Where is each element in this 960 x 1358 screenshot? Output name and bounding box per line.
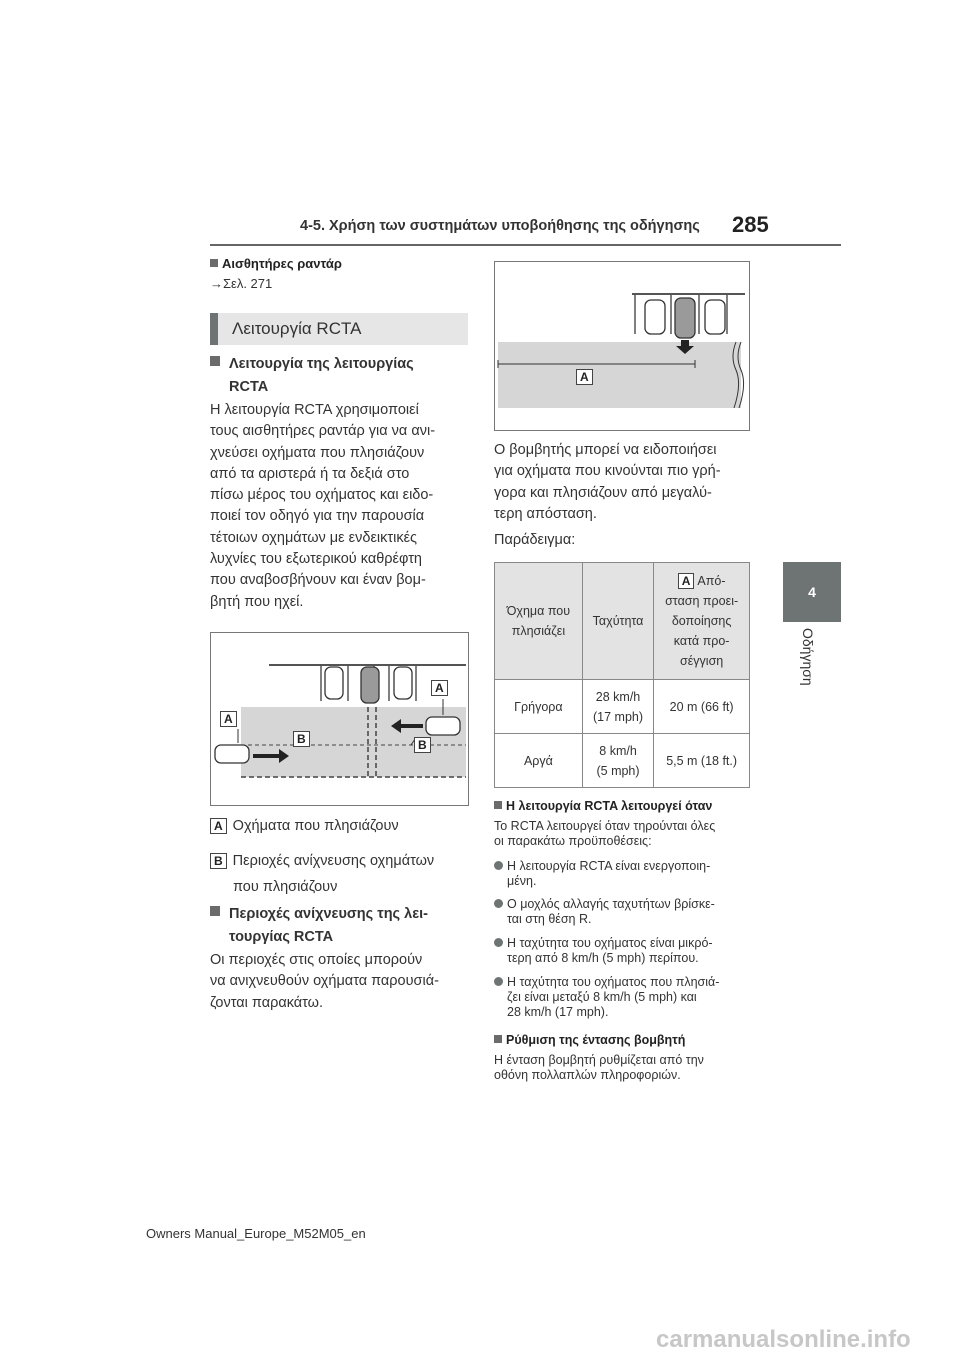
approaching-car-left-icon <box>215 745 249 763</box>
table-header-row <box>495 563 750 680</box>
legend-b: B Περιοχές ανίχνευσης οχημάτων που πλησιάζουν <box>210 851 434 899</box>
approaching-car-right-icon <box>426 717 460 735</box>
square-bullet-icon <box>494 1035 502 1043</box>
legend-a: A Οχήματα που πλησιάζουν <box>210 816 399 837</box>
distance-figure <box>494 261 750 431</box>
table-row <box>495 680 750 734</box>
areas-heading: Περιοχές ανίχνευσης της λει- τουργίας RCTA <box>210 903 428 949</box>
section-heading: Λειτουργία RCTA <box>210 313 468 345</box>
col-header-distance: A Από- σταση προει- δοποίησης κατά προ- σέγγιση <box>654 563 750 680</box>
own-car-icon <box>675 298 695 338</box>
parked-car-icon <box>394 667 412 699</box>
col-header-vehicle: Όχημα που πλησιάζει <box>495 563 583 680</box>
square-bullet-icon <box>210 259 218 267</box>
table-row <box>495 734 750 788</box>
operates-intro: Το RCTA λειτουργεί όταν τηρούνται όλες οι παρακάτω προϋποθέσεις: <box>494 819 716 848</box>
parked-car-icon <box>325 667 343 699</box>
bullet-dot-icon <box>494 861 503 870</box>
example-label: Παράδειγμα: <box>494 532 576 548</box>
function-text: Η λειτουργία RCTA χρησιμοποιεί τους αισθητήρες ραντάρ για να ανι- χνεύσει οχήματα που πλησιάζουν από τα αριστερά ή τα δεξιά στο πίσω μέρος του οχήματος και ειδο- ποιεί τον οδηγό για την παρουσία τέτοιων οχημάτων με ενδεικτικές λυχνίες του εξωτερικού καθρέφτη που αναβοσβήνουν και έναν βομ- βητή που ηχεί. <box>210 402 436 610</box>
table-cell: 28 km/h (17 mph) <box>582 680 653 734</box>
section-title: 4-5. Χρήση των συστημάτων υποβοήθησης της οδήγησης <box>300 218 700 234</box>
figure-label-a: A <box>576 369 593 385</box>
figure-label-a: A <box>220 711 237 727</box>
table-cell: 20 m (66 ft) <box>654 680 750 734</box>
detection-area-diagram <box>211 633 468 805</box>
own-car-icon <box>361 667 379 703</box>
square-bullet-icon <box>210 356 220 366</box>
condition-item: Η ταχύτητα του οχήματος είναι μικρό- τερη από 8 km/h (5 mph) περίπου. <box>494 936 713 966</box>
col-header-speed: Ταχύτητα <box>582 563 653 680</box>
chapter-name: Οδήγηση <box>800 628 816 686</box>
distance-diagram <box>495 262 749 430</box>
figure-label-b: B <box>414 737 431 753</box>
table-cell: 5,5 m (18 ft.) <box>654 734 750 788</box>
legend-label-a: A <box>210 818 227 834</box>
table-cell: 8 km/h (5 mph) <box>582 734 653 788</box>
function-heading: Λειτουργία της λειτουργίας RCTA <box>210 353 414 399</box>
table-label-a: A <box>678 573 695 589</box>
areas-text: Οι περιοχές στις οποίες μπορούν να ανιχνευθούν οχήματα παρουσιά- ζονται παρακάτω. <box>210 952 439 1011</box>
volume-text: Η ένταση βομβητή ρυθμίζεται από την οθόνη πολλαπλών πληροφοριών. <box>494 1053 704 1082</box>
page-number: 285 <box>732 212 769 237</box>
figure-label-a: A <box>431 680 448 696</box>
legend-label-b: B <box>210 853 227 869</box>
operates-heading: Η λειτουργία RCTA λειτουργεί όταν <box>494 799 712 813</box>
condition-item: Η λειτουργία RCTA είναι ενεργοποιη- μένη. <box>494 859 710 889</box>
figure-label-b: B <box>293 731 310 747</box>
volume-heading: Ρύθμιση της έντασης βομβητή <box>494 1033 685 1047</box>
chapter-tab[interactable] <box>783 562 841 622</box>
watermark: carmanualsonline.info <box>656 1326 911 1353</box>
detection-area-figure <box>210 632 469 806</box>
radar-heading: Αισθητήρες ραντάρ <box>210 256 342 271</box>
parked-car-icon <box>705 300 725 334</box>
condition-item: Ο μοχλός αλλαγής ταχυτήτων βρίσκε- ται στη θέση R. <box>494 897 715 927</box>
detection-distance-zone <box>498 342 698 408</box>
square-bullet-icon <box>210 906 220 916</box>
footer-text: Owners Manual_Europe_M52M05_en <box>146 1226 366 1241</box>
side-zone <box>697 342 741 408</box>
bullet-dot-icon <box>494 899 503 908</box>
radar-page-ref[interactable]: →Σελ. 271 <box>210 276 273 291</box>
chapter-number: 4 <box>808 584 816 600</box>
condition-item: Η ταχύτητα του οχήματος που πλησιά- ζει είναι μεταξύ 8 km/h (5 mph) και 28 km/h (17 mph). <box>494 975 719 1020</box>
bullet-dot-icon <box>494 977 503 986</box>
square-bullet-icon <box>494 801 502 809</box>
buzzer-text: Ο βομβητής μπορεί να ειδοποιήσει για οχήματα που κινούνται πιο γρή- γορα και πλησιάζουν από μεγαλύ- τερη απόσταση. <box>494 442 721 522</box>
bullet-dot-icon <box>494 938 503 947</box>
table-cell: Αργά <box>495 734 583 788</box>
speed-table <box>494 562 750 788</box>
header-rule <box>210 244 841 246</box>
parked-car-icon <box>645 300 665 334</box>
table-cell: Γρήγορα <box>495 680 583 734</box>
